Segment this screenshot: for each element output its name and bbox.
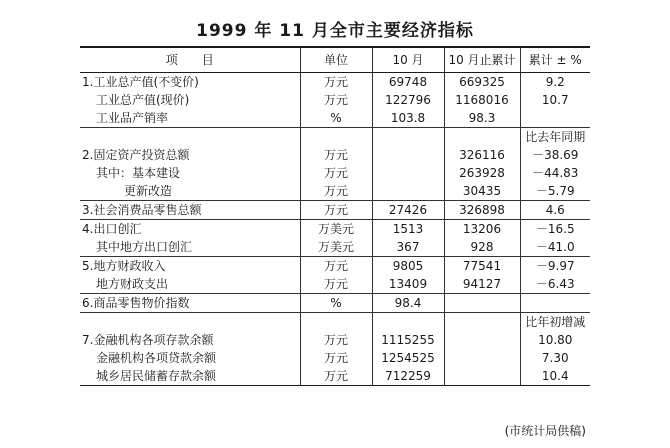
cell-cumulative	[444, 313, 520, 332]
cell-percent-change	[520, 294, 590, 313]
cell-item	[80, 313, 300, 332]
cell-item: 7.金融机构各项存款余额	[80, 331, 300, 349]
cell-cumulative: 326898	[444, 201, 520, 220]
cell-october: 13409	[372, 275, 444, 294]
header-item: 项 目	[80, 47, 300, 73]
cell-item: 城乡居民储蓄存款余额	[80, 367, 300, 386]
cell-october: 103.8	[372, 109, 444, 128]
cell-percent-change: 9.2	[545, 75, 565, 89]
header-october: 10 月	[372, 47, 444, 73]
source-note: (市统计局供稿)	[504, 424, 586, 438]
cell-october	[372, 128, 444, 147]
cell-percent-change: －5.79	[535, 184, 575, 198]
cell-unit: 万元	[300, 201, 372, 220]
cell-unit: 万元	[300, 331, 372, 349]
cell-percent-change: 比去年同期	[520, 128, 590, 147]
cell-unit: 万元	[300, 164, 372, 182]
table-row	[80, 220, 590, 239]
cell-cumulative	[444, 294, 520, 313]
cell-cumulative: 1168016	[444, 91, 520, 109]
cell-october: 1254525	[372, 349, 444, 367]
cell-cumulative	[444, 349, 520, 367]
cell-cumulative	[444, 128, 520, 147]
cell-october: 122796	[372, 91, 444, 109]
cell-item: 4.出口创汇	[80, 220, 300, 239]
cell-item: 5.地方财政收入	[80, 257, 300, 276]
table-row	[80, 313, 590, 332]
table-row	[80, 91, 590, 109]
cell-percent-change: －44.83	[532, 166, 579, 180]
cell-cumulative	[444, 367, 520, 386]
cell-cumulative: 13206	[444, 220, 520, 239]
cell-percent-change: －16.5	[520, 220, 590, 239]
cell-cumulative: 94127	[444, 275, 520, 294]
table-row	[80, 367, 590, 386]
cell-unit: 万元	[300, 146, 372, 164]
cell-unit: 万元	[300, 367, 372, 386]
cell-item: 2.固定资产投资总额	[80, 146, 300, 164]
table-row	[80, 128, 590, 147]
cell-october: 1115255	[372, 331, 444, 349]
cell-unit: 万元	[300, 182, 372, 201]
cell-unit: 万元	[300, 257, 372, 276]
table-row	[80, 331, 590, 349]
cell-unit: 万美元	[300, 220, 372, 239]
cell-percent-change: 7.30	[541, 351, 569, 365]
cell-percent-change: 4.6	[520, 201, 590, 220]
header-unit: 单位	[300, 47, 372, 73]
cell-cumulative: 928	[444, 238, 520, 257]
table-row	[80, 182, 590, 201]
table-row	[80, 146, 590, 164]
cell-item: 金融机构各项贷款余额	[80, 349, 300, 367]
table-row	[80, 238, 590, 257]
cell-cumulative: 98.3	[444, 109, 520, 128]
cell-percent-change: 10.80	[538, 333, 573, 347]
cell-unit: 万元	[300, 275, 372, 294]
cell-unit: 万元	[300, 91, 372, 109]
cell-october	[372, 313, 444, 332]
cell-item: 更新改造	[80, 182, 300, 201]
cell-item: 工业品产销率	[80, 109, 300, 128]
cell-unit: %	[300, 109, 372, 128]
header-cumulative: 10 月止累计	[444, 47, 520, 73]
table-row	[80, 349, 590, 367]
cell-percent-change: －41.0	[535, 240, 575, 254]
cell-percent-change: －6.43	[535, 277, 575, 291]
cell-item: 工业总产值(现价)	[80, 91, 300, 109]
cell-october: 9805	[372, 257, 444, 276]
cell-october: 712259	[372, 367, 444, 386]
cell-unit	[300, 313, 372, 332]
cell-percent-change: 10.4	[520, 367, 590, 386]
header-percent-change: 累计 ± %	[520, 47, 590, 73]
page-title: 1999 年 11 月全市主要经济指标	[196, 21, 474, 41]
cell-october: 98.4	[372, 294, 444, 313]
cell-cumulative: 326116	[444, 146, 520, 164]
indicator-table	[80, 46, 590, 386]
cell-item	[80, 128, 300, 147]
cell-unit	[300, 128, 372, 147]
cell-item: 1.工业总产值(不变价)	[80, 73, 300, 92]
cell-october: 1513	[372, 220, 444, 239]
cell-october: 69748	[372, 73, 444, 92]
cell-cumulative: 263928	[444, 164, 520, 182]
table-row	[80, 294, 590, 313]
header-row	[80, 47, 590, 73]
cell-october: 27426	[372, 201, 444, 220]
cell-percent-change: －9.97	[520, 257, 590, 276]
cell-cumulative	[444, 331, 520, 349]
cell-cumulative: 77541	[444, 257, 520, 276]
cell-october	[372, 164, 444, 182]
cell-unit: 万元	[300, 349, 372, 367]
cell-item: 3.社会消费品零售总额	[80, 201, 300, 220]
cell-cumulative: 30435	[444, 182, 520, 201]
cell-unit: 万元	[300, 73, 372, 92]
table-row	[80, 73, 590, 92]
cell-percent-change: 比年初增减	[520, 313, 590, 332]
cell-item: 地方财政支出	[80, 275, 300, 294]
cell-percent-change	[520, 109, 590, 128]
cell-october: 367	[372, 238, 444, 257]
cell-item: 其中地方出口创汇	[80, 238, 300, 257]
cell-item: 6.商品零售物价指数	[80, 294, 300, 313]
table-row	[80, 257, 590, 276]
table-row	[80, 109, 590, 128]
table-row	[80, 164, 590, 182]
cell-unit: %	[300, 294, 372, 313]
cell-october	[372, 182, 444, 201]
cell-unit: 万美元	[300, 238, 372, 257]
cell-percent-change: 10.7	[541, 93, 569, 107]
cell-percent-change: －38.69	[532, 148, 579, 162]
table-row	[80, 201, 590, 220]
cell-item: 其中：基本建设	[80, 164, 300, 182]
cell-cumulative: 669325	[444, 73, 520, 92]
table-row	[80, 275, 590, 294]
cell-october	[372, 146, 444, 164]
